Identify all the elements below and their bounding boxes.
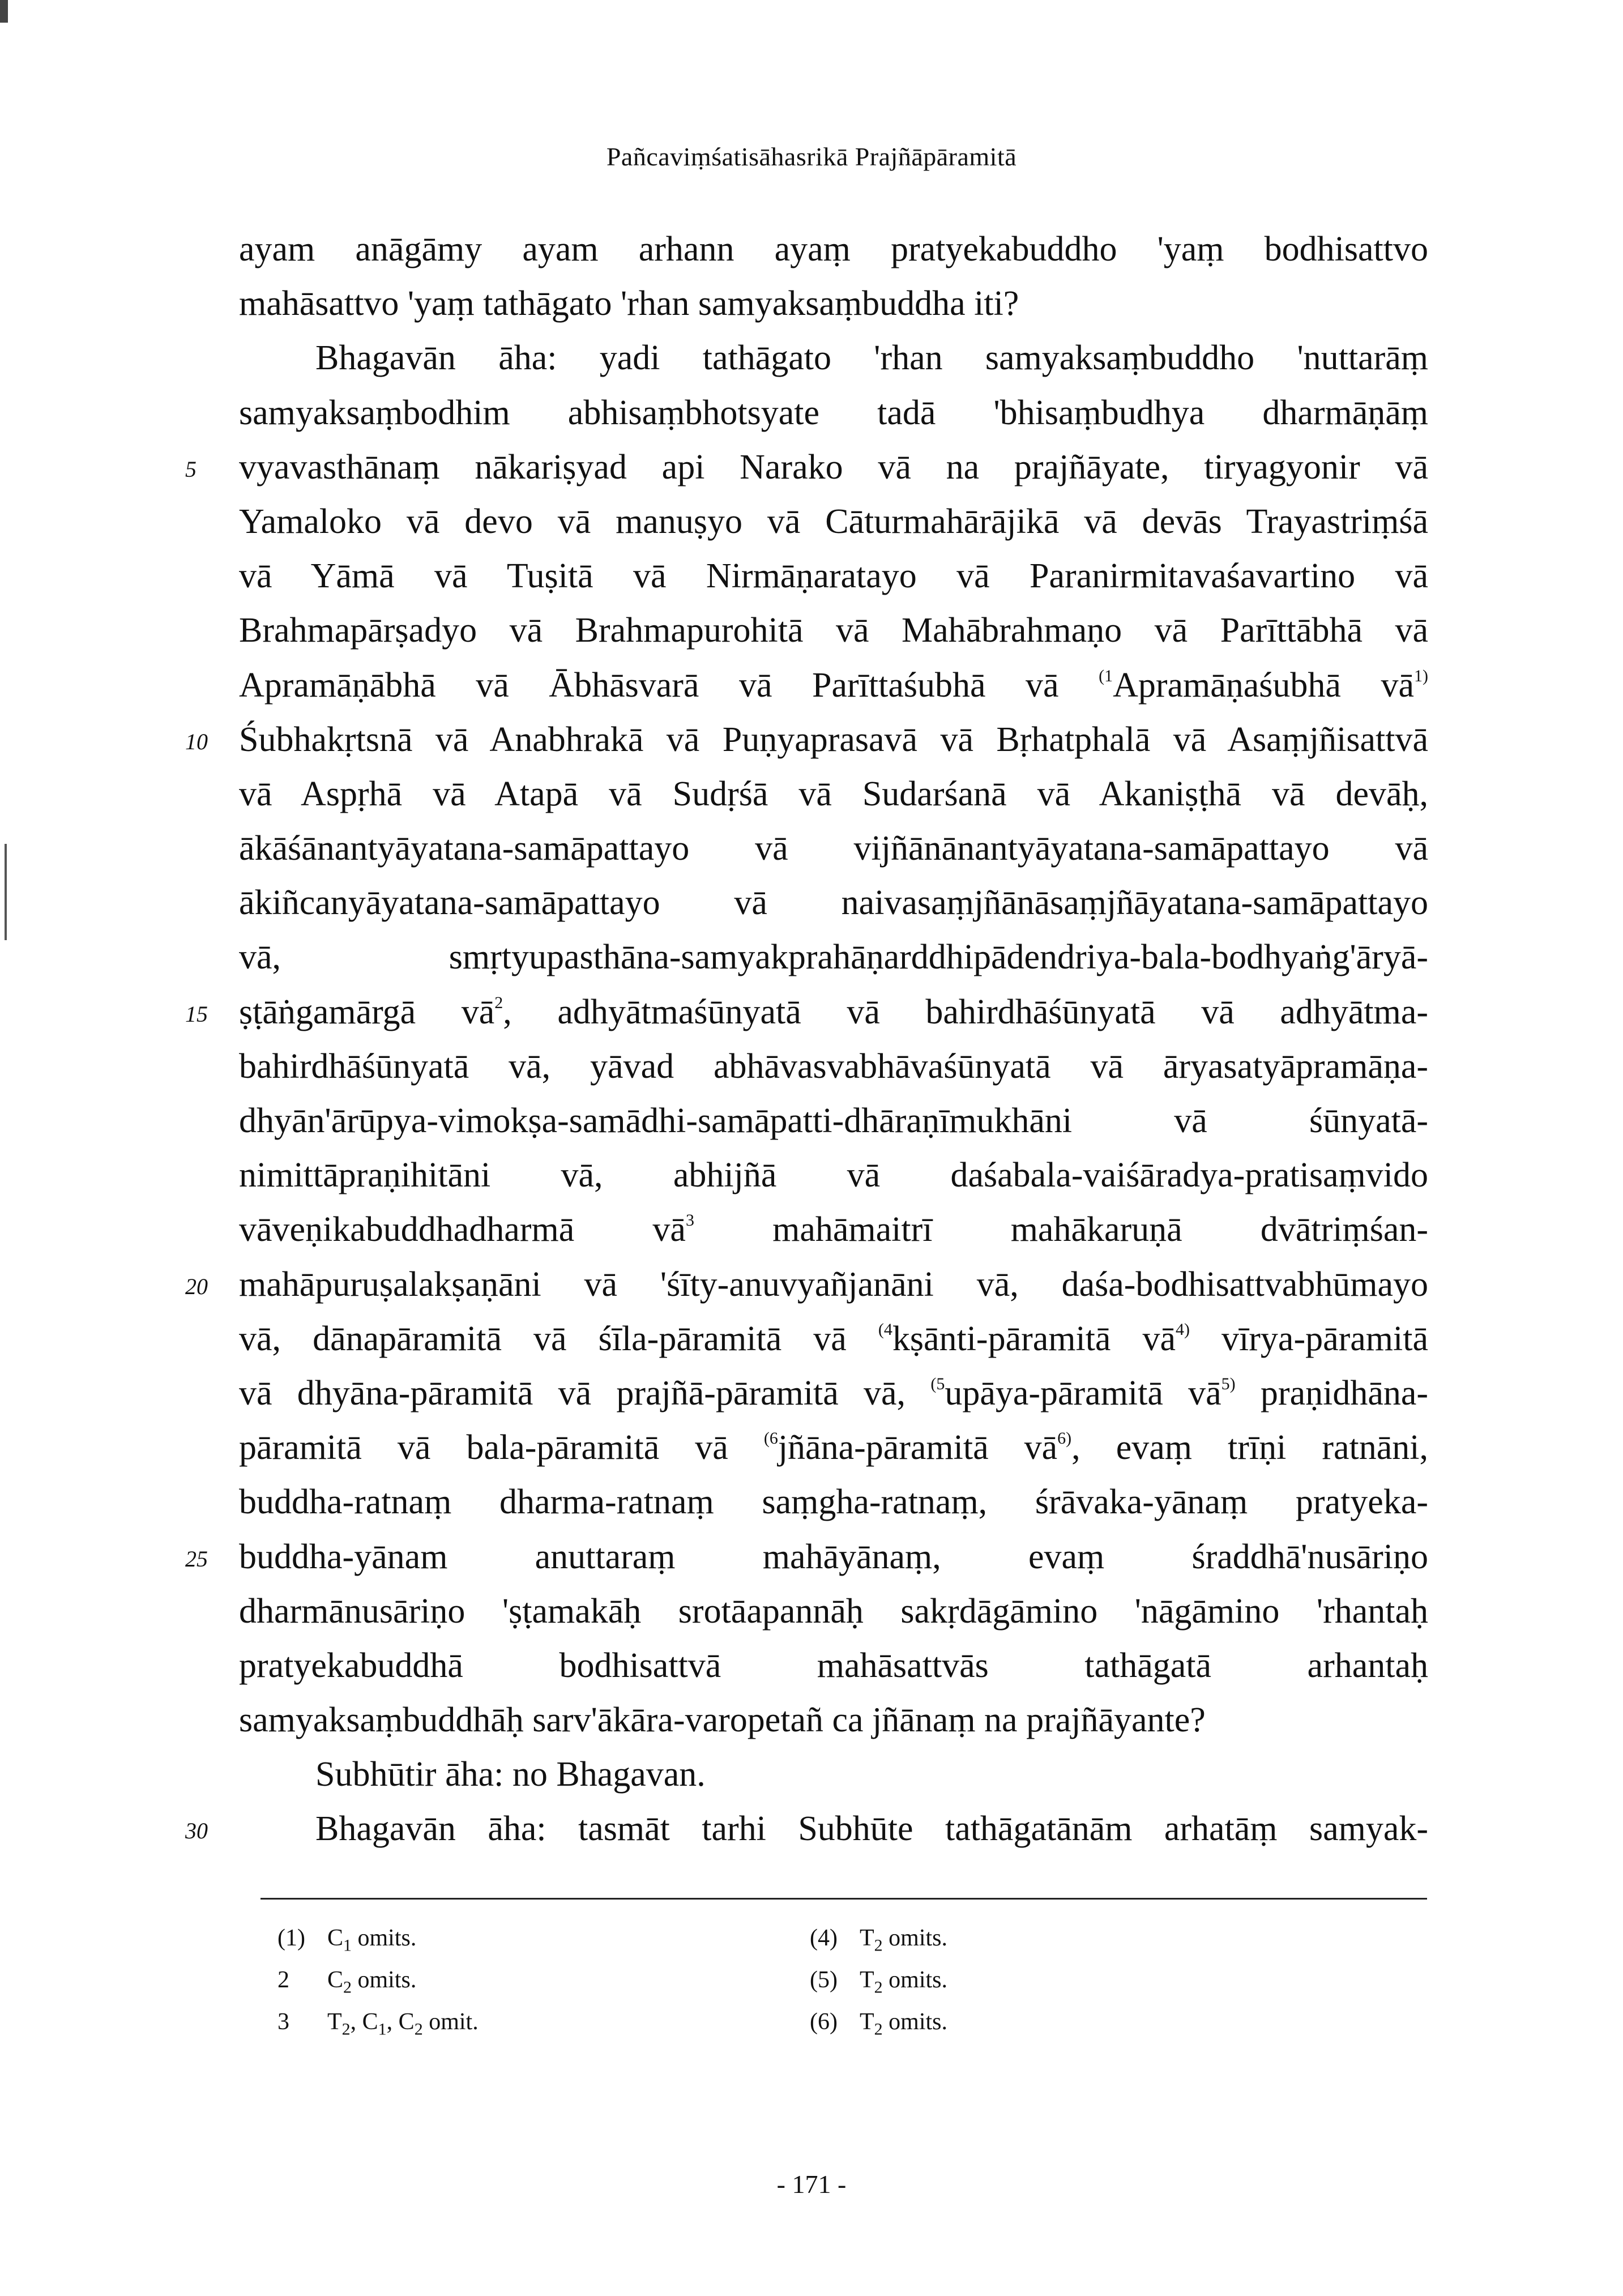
text-run: C (327, 1967, 344, 1993)
text-run: kṣānti-pāramitā vā (892, 1319, 1176, 1358)
text-line (239, 1039, 1428, 1094)
text-line (239, 1202, 1428, 1257)
text-run: vīrya-pāramitā (1190, 1319, 1428, 1358)
text-line (185, 1257, 1428, 1312)
note-ref: 6) (1057, 1429, 1072, 1448)
text-line (239, 1693, 1428, 1747)
text-run: vā dhyāna-pāramitā vā prajñā-pāramitā vā, (239, 1373, 931, 1412)
note-ref: 5) (1221, 1374, 1236, 1393)
text-run: jñāna-pāramitā vā (778, 1428, 1058, 1467)
footnote-number: (4) (810, 1925, 838, 1951)
line-number: 10 (185, 728, 208, 754)
subscript: 1 (378, 2020, 387, 2039)
text-line (239, 331, 1428, 385)
text-run: dhyān'ārūpya-vimokṣa-samādhi-samāpatti-dhāraṇīmukhāni vā śūnyatā- (239, 1102, 1428, 1140)
text-run: praṇidhāna- (1235, 1373, 1428, 1412)
text-run: T (860, 2009, 874, 2035)
text-line (239, 1148, 1428, 1202)
text-run: dharmānusāriṇo 'ṣṭamakāḥ srotāapannāḥ sakṛdāgāmino 'nāgāmino 'rhantaḥ (239, 1591, 1428, 1631)
text-line (239, 821, 1428, 876)
text-line (239, 1312, 1428, 1366)
subscript: 1 (343, 1936, 352, 1955)
text-run: omits. (352, 1967, 417, 1993)
text-run: Apramāṇaśubhā vā (1113, 665, 1414, 705)
text-run: T (860, 1925, 874, 1951)
subscript: 2 (874, 2020, 883, 2039)
text-run: pratyekabuddhā bodhisattvā mahāsattvās tathāgatā arhantaḥ (239, 1646, 1428, 1685)
text-line (239, 1475, 1428, 1529)
text-run: buddha-yānam anuttaraṃ mahāyānaṃ, evaṃ śraddhā'nusāriṇo (239, 1537, 1428, 1576)
text-run: nimittāpraṇihitāni vā, abhijñā vā daśabala-vaiśāradya-pratisaṃvido (239, 1156, 1428, 1195)
text-run: , adhyātmaśūnyatā vā bahirdhāśūnyatā vā adhyātma- (503, 992, 1429, 1031)
footnote-number: (5) (810, 1967, 838, 1993)
note-ref: 2 (494, 993, 503, 1012)
text-run: Brahmapārṣadyo vā Brahmapurohitā vā Mahābrahmaṇo vā Parīttābhā vā (239, 611, 1428, 650)
text-line (239, 1420, 1428, 1475)
subscript: 2 (341, 2020, 351, 2039)
scan-corner-mark (0, 0, 8, 23)
text-line (185, 712, 1428, 767)
text-run: Yamaloko vā devo vā manuṣyo vā Cāturmahārājikā vā devās Trayastriṃśā (239, 502, 1428, 541)
text-run: , C (350, 2009, 378, 2035)
scan-margin-mark (5, 844, 7, 940)
footnote-number: 3 (277, 2009, 289, 2035)
text-run: ṣṭāṅgamārgā vā (239, 992, 495, 1031)
text-run: pāramitā vā bala-pāramitā vā (239, 1428, 764, 1467)
text-run: omits. (882, 1925, 948, 1951)
text-line (239, 658, 1428, 712)
note-ref: (1 (1099, 666, 1113, 685)
text-run: Bhagavān āha: tasmāt tarhi Subhūte tathāgatānām arhatāṃ samyak- (315, 1810, 1428, 1849)
line-number: 20 (185, 1273, 208, 1299)
text-run: omit. (422, 2009, 479, 2035)
text-run: vā, dānapāramitā vā śīla-pāramitā vā (239, 1319, 878, 1358)
text-run: T (860, 1967, 874, 1993)
line-number: 30 (185, 1818, 208, 1844)
note-ref: 4) (1176, 1320, 1190, 1339)
text-run: mahāmaitrī mahākaruṇā dvātriṃśan- (694, 1210, 1428, 1249)
text-line (239, 876, 1428, 930)
text-run: samyaksaṃbuddhāḥ sarv'ākāra-varopetañ ca jñānaṃ na prajñāyante? (239, 1701, 1206, 1740)
subscript: 2 (343, 1978, 352, 1997)
text-run: Subhūtir āha: no Bhagavan. (315, 1755, 706, 1794)
text-line (239, 1094, 1428, 1148)
note-ref: (5 (930, 1374, 945, 1393)
text-run: vyavasthānaṃ nākariṣyad api Narako vā na prajñāyate, tiryagyonir vā (239, 447, 1428, 486)
footnote-number: (1) (277, 1925, 305, 1951)
text-run: omits. (352, 1925, 417, 1951)
text-line (239, 1366, 1428, 1420)
text-line (185, 1802, 1428, 1856)
text-run: Bhagavān āha: yadi tathāgato 'rhan samyaksaṃbuddho 'nuttarāṃ (315, 339, 1428, 378)
footnote-rule (260, 1898, 1427, 1900)
text-run: mahāsattvo 'yaṃ tathāgato 'rhan samyaksaṃbuddha iti? (239, 284, 1019, 323)
text-run: , evaṃ trīṇi ratnāni, (1071, 1428, 1428, 1467)
text-line (185, 985, 1429, 1039)
text-run: vā Aspṛhā vā Atapā vā Sudṛśā vā Sudarśanā vā Akaniṣṭhā vā devāḥ, (239, 774, 1428, 813)
footnote (810, 1917, 947, 1959)
subscript: 2 (414, 2020, 423, 2039)
text-line (239, 603, 1428, 658)
text-run: , C (386, 2009, 415, 2035)
text-run: samyaksaṃbodhim abhisaṃbhotsyate tadā 'bhisaṃbudhya dharmāṇāṃ (239, 393, 1428, 432)
text-run: omits. (882, 2009, 948, 2035)
main-text (185, 222, 1429, 1857)
text-run: C (327, 1925, 344, 1951)
text-line (239, 494, 1428, 549)
text-run: buddha-ratnaṃ dharma-ratnaṃ saṃgha-ratnaṃ, śrāvaka-yānaṃ pratyeka- (239, 1483, 1428, 1522)
text-line (239, 386, 1428, 440)
text-line (239, 1584, 1428, 1638)
text-run: ākiñcanyāyatana-samāpattayo vā naivasaṃjñānāsaṃjñāyatana-samāpattayo (239, 884, 1428, 923)
page-number: - 171 - (776, 2170, 847, 2199)
running-header: Pañcaviṃśatisāhasrikā Prajñāpāramitā (606, 142, 1017, 171)
text-line (185, 1530, 1428, 1584)
text-run: Apramāṇābhā vā Ābhāsvarā vā Parīttaśubhā vā (239, 665, 1099, 705)
note-ref: (4 (878, 1320, 892, 1339)
text-line (239, 222, 1428, 276)
text-run: ākāśānantyāyatana-samāpattayo vā vijñānānantyāyatana-samāpattayo vā (239, 829, 1428, 868)
text-line (239, 276, 1428, 331)
text-line (239, 930, 1428, 984)
line-number: 5 (185, 456, 197, 482)
text-run: ayam anāgāmy ayam arhann ayaṃ pratyekabuddho 'yaṃ bodhisattvo (239, 230, 1428, 268)
footnote (810, 2001, 947, 2043)
note-ref: 3 (685, 1211, 694, 1230)
note-ref: 1) (1414, 666, 1428, 685)
footnote (277, 1959, 416, 2001)
line-number: 25 (185, 1546, 208, 1572)
text-run: T (327, 2009, 342, 2035)
text-run: vāveṇikabuddhadharmā vā (239, 1210, 686, 1249)
text-run: bahirdhāśūnyatā vā, yāvad abhāvasvabhāvaśūnyatā vā āryasatyāpramāṇa- (239, 1047, 1428, 1086)
text-line (239, 767, 1428, 821)
text-run: vā, smṛtyupasthāna-samyakprahāṇarddhipādendriya-bala-bodhyaṅg'āryā- (239, 938, 1428, 977)
footnote (277, 1917, 416, 1959)
text-line (185, 440, 1428, 494)
text-line (239, 1747, 1428, 1802)
line-number: 15 (185, 1001, 208, 1027)
footnote (277, 2001, 479, 2043)
footnote-number: (6) (810, 2009, 838, 2035)
text-run: mahāpuruṣalakṣaṇāni vā 'śīty-anuvyañjanāni vā, daśa-bodhisattvabhūmayo (239, 1265, 1428, 1304)
text-line (239, 1638, 1428, 1693)
text-run: vā Yāmā vā Tuṣitā vā Nirmāṇaratayo vā Paranirmitavaśavartino vā (239, 557, 1428, 596)
subscript: 2 (874, 1936, 883, 1955)
subscript: 2 (874, 1978, 883, 1997)
text-run: Śubhakṛtsnā vā Anabhrakā vā Puṇyaprasavā vā Bṛhatphalā vā Asaṃjñisattvā (239, 720, 1428, 759)
text-run: upāya-pāramitā vā (945, 1373, 1221, 1412)
text-line (239, 549, 1428, 603)
footnote (810, 1959, 947, 2001)
text-run: omits. (882, 1967, 948, 1993)
footnote-number: 2 (277, 1967, 289, 1993)
note-ref: (6 (763, 1429, 778, 1448)
